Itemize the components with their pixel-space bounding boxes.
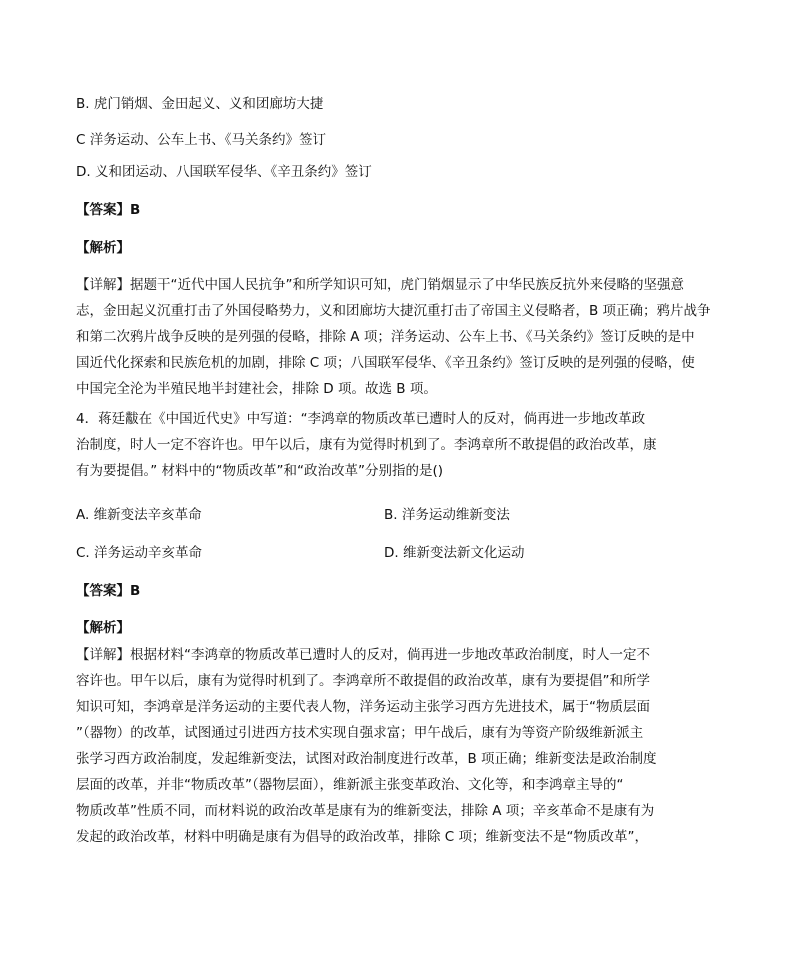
detail-line: 知识可知，李鸿章是洋务运动的主要代表人物，洋务运动主张学习西方先进技术，属于“物质层面	[76, 699, 650, 715]
detail-line: ”（器物）的改革，试图通过引进西方技术实现自强求富；甲午战后，康有为等资产阶级维新派主	[76, 725, 644, 741]
analysis-label: 【解析】	[76, 240, 130, 256]
detail-line: 中国完全沦为半殖民地半封建社会，排除 D 项。故选 B 项。	[76, 381, 437, 397]
detail-line: 张学习西方政治制度，发起维新变法，试图对政治制度进行改革，B 项正确；维新变法是政治制度	[76, 751, 657, 767]
option-a: A. 维新变法辛亥革命	[76, 507, 202, 523]
detail-line: 和第二次鸦片战争反映的是列强的侵略，排除 A 项；洋务运动、公车上书、《马关条约》签订反映的是中	[76, 329, 695, 345]
detail-line: 志，金田起义沉重打击了外国侵略势力，义和团廊坊大捷沉重打击了帝国主义侵略者，B 项正确；鸦片战争	[76, 303, 711, 319]
analysis-label: 【解析】	[76, 620, 130, 636]
detail-line: 国近代化探索和民族危机的加剧，排除 C 项；八国联军侵华、《辛丑条约》签订反映的是列强的侵略，使	[76, 355, 695, 371]
question-stem-line: 4．蒋廷黻在《中国近代史》中写道：“李鸿章的物质改革已遭时人的反对，倘再进一步地改革政	[76, 411, 646, 427]
detail-line: 【详解】根据材料“李鸿章的物质改革已遭时人的反对，倘再进一步地改革政治制度，时人一定不	[76, 647, 650, 663]
answer-label: 【答案】B	[76, 202, 141, 218]
detail-line: 物质改革”性质不同，而材料说的政治改革是康有为的维新变法，排除 A 项；辛亥革命不是康有为	[76, 803, 655, 819]
question-stem-line: 有为要提倡。” 材料中的“物质改革”和“政治改革”分别指的是()	[76, 463, 444, 479]
detail-line: 容许也。甲午以后，康有为觉得时机到了。李鸿章所不敢提倡的政治改革，康有为要提倡”和所学	[76, 673, 650, 689]
detail-line: 【详解】据题干“近代中国人民抗争”和所学知识可知，虎门销烟显示了中华民族反抗外来侵略的坚强意	[76, 277, 684, 293]
option-c: C 洋务运动、公车上书、《马关条约》签订	[76, 132, 326, 148]
option-c: C. 洋务运动辛亥革命	[76, 545, 203, 561]
option-b: B. 洋务运动维新变法	[384, 507, 510, 523]
option-b: B. 虎门销烟、金田起义、义和团廊坊大捷	[76, 96, 324, 112]
detail-line: 发起的政治改革，材料中明确是康有为倡导的政治改革，排除 C 项；维新变法不是“物质改革”，	[76, 829, 648, 845]
detail-line: 层面的改革，并非“物质改革”（器物层面），维新派主张变革政治、文化等，和李鸿章主导的“	[76, 777, 624, 793]
option-d: D. 义和团运动、八国联军侵华、《辛丑条约》签订	[76, 164, 372, 180]
question-stem-line: 治制度，时人一定不容许也。甲午以后，康有为觉得时机到了。李鸿章所不敢提倡的政治改革，康	[76, 437, 657, 453]
answer-label: 【答案】B	[76, 583, 141, 599]
option-d: D. 维新变法新文化运动	[384, 545, 525, 561]
